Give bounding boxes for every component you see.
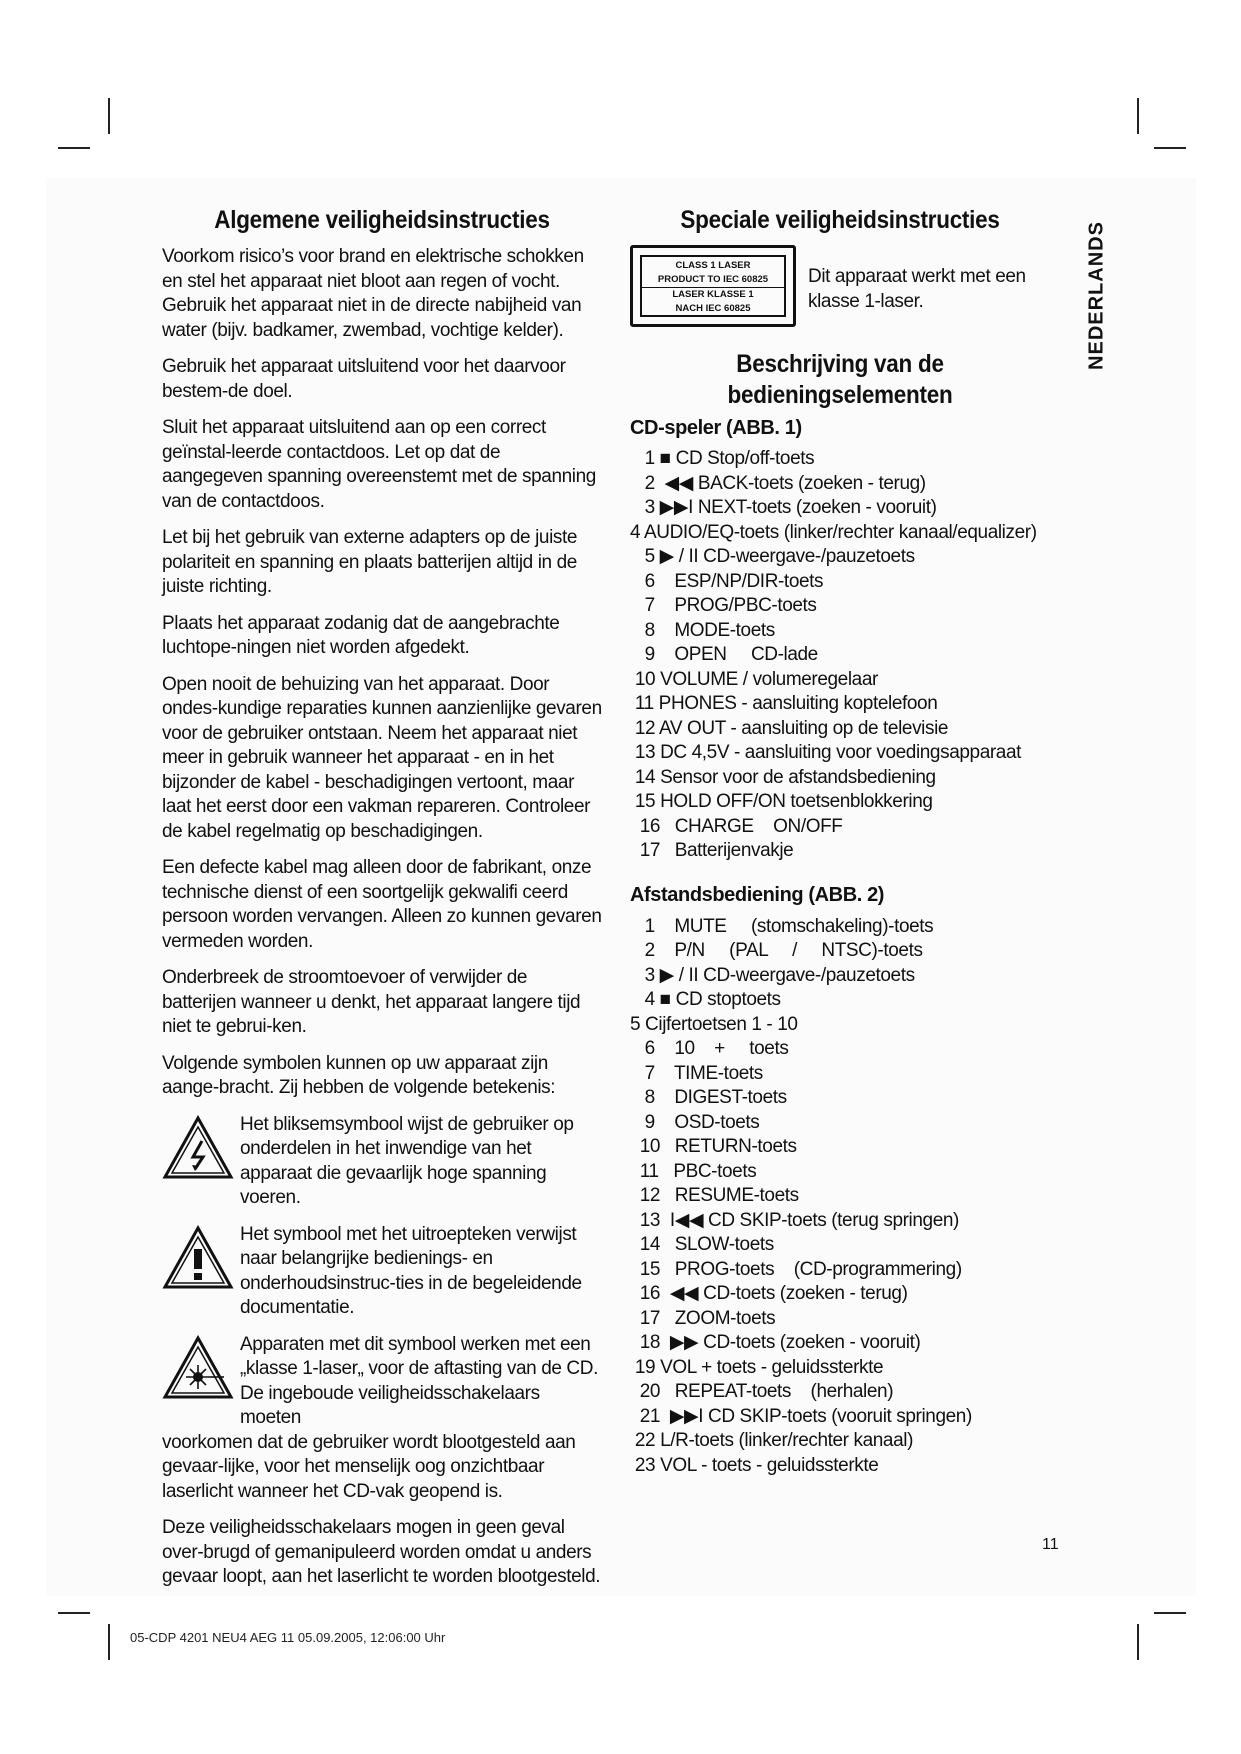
crop-mark xyxy=(1137,1624,1139,1660)
list-item: 10 RETURN-toets xyxy=(630,1136,797,1157)
list-item: 2 ◀◀ BACK-toets (zoeken - terug) xyxy=(630,472,926,494)
controls-title: Beschrijving van de xyxy=(736,350,944,378)
list-item: 5 Cijfertoetsen 1 - 10 xyxy=(630,1013,798,1035)
laser-label-line: NACH IEC 60825 xyxy=(675,303,751,314)
list-item: 7 TIME-toets xyxy=(630,1062,763,1084)
paragraph: Let bij het gebruik van externe adapters op de juiste polariteit en spanning en plaats batterijen altijd in de juiste richting. xyxy=(162,527,578,597)
list-item: 7 PROG/PBC-toets xyxy=(630,595,817,616)
paragraph: Sluit het apparaat uitsluitend aan op een correct geïnstal-leerde contactdoos. Let op dat de aangegeven spanning overeenstemt met de spanning van de contactdoos. xyxy=(162,417,596,512)
crop-mark xyxy=(1137,98,1139,134)
lightning-warning-icon xyxy=(162,1115,240,1186)
crop-mark xyxy=(1154,147,1186,149)
paragraph: Onderbreek de stroomtoevoer of verwijder de batterijen wanneer u denkt, het apparaat langere tijd niet te gebrui-ken. xyxy=(162,967,581,1037)
laser-warning-icon xyxy=(162,1335,240,1406)
remote-heading: Afstandsbediening (ABB. 2) xyxy=(630,883,885,906)
paragraph: voorkomen dat de gebruiker wordt blootgesteld aan gevaar-lijke, voor het menselijk oog onzichtbaar laserlicht wanneer het CD-vak geopend is. xyxy=(162,1431,576,1502)
symbol-text: Het bliksemsymbool wijst de gebruiker op onderdelen in het inwendige van het apparaat die gevaarlijk hoge spanning voeren. xyxy=(240,1113,574,1208)
language-label: NEDERLANDS xyxy=(1085,221,1108,370)
list-item: 11 PBC-toets xyxy=(630,1160,757,1182)
list-item: 3 ▶▶I NEXT-toets (zoeken - vooruit) xyxy=(630,497,937,518)
list-item: 1 ■ CD Stop/off-toets xyxy=(630,448,815,469)
language-tab xyxy=(1082,214,1112,384)
laser-class-label xyxy=(630,245,796,327)
list-item: 17 ZOOM-toets xyxy=(630,1307,776,1329)
list-item: 23 VOL - toets - geluidssterkte xyxy=(630,1454,879,1476)
general-safety-title: Algemene veiligheidsinstructies xyxy=(214,206,550,234)
list-item: 8 DIGEST-toets xyxy=(630,1087,787,1108)
crop-mark xyxy=(1154,1612,1186,1614)
list-item: 1 MUTE (stomschakeling)-toets xyxy=(630,915,934,937)
laser-label-line: CLASS 1 LASER xyxy=(675,260,751,271)
symbol-text: Het symbool met het uitroepteken verwijst naar belangrijke bedienings- en onderhoudsinstruc-ties in de begeleidende documentatie. xyxy=(240,1223,582,1318)
symbol-row-lightning xyxy=(162,1113,602,1211)
paragraph: Gebruik het apparaat uitsluitend voor het daarvoor bestem-de doel. xyxy=(162,356,566,402)
list-item: 6 10 + toets xyxy=(630,1038,789,1059)
list-item: 12 AV OUT - aansluiting op de televisie xyxy=(630,717,949,739)
paragraph: Een defecte kabel mag alleen door de fabrikant, onze technische dienst of een soortgelijk gekwalifi ceerd persoon worden vervangen. Alleen zo kunnen gevaren vermeden worden. xyxy=(162,857,602,952)
list-item: 15 HOLD OFF/ON toetsenblokkering xyxy=(630,791,933,812)
list-item: 6 ESP/NP/DIR-toets xyxy=(630,570,824,592)
list-item: 19 VOL + toets - geluidssterkte xyxy=(630,1356,884,1378)
print-footer: 05-CDP 4201 NEU4 AEG 11 05.09.2005, 12:06:00 Uhr xyxy=(130,1630,446,1645)
left-column xyxy=(162,206,602,1602)
paragraph: Plaats het apparaat zodanig dat de aangebrachte luchtope-ningen niet worden afgedekt. xyxy=(162,612,560,658)
laser-class-block xyxy=(630,245,1050,327)
crop-mark xyxy=(108,1624,110,1660)
list-item: 2 P/N (PAL / NTSC)-toets xyxy=(630,940,923,961)
list-item: 13 DC 4,5V - aansluiting voor voedingsapparaat xyxy=(630,742,1022,763)
paragraph: Open nooit de behuizing van het apparaat. Door ondes-kundige reparaties kunnen aanzienlijke gevaren voor de gebruiker ontstaan. Neem het apparaat niet meer in gebruik wanneer het apparaat - en in het bijzonder de kabel - beschadigingen vertoont, maar laat het eerst door een vakman repareren. Controleer de kabel regelmatig op beschadigingen. xyxy=(162,673,602,842)
exclamation-warning-icon xyxy=(162,1225,240,1296)
laser-label-line: PRODUCT TO IEC 60825 xyxy=(642,273,784,288)
cd-player-heading: CD-speler (ABB. 1) xyxy=(630,417,802,439)
list-item: 9 OSD-toets xyxy=(630,1111,760,1133)
list-item: 11 PHONES - aansluiting koptelefoon xyxy=(630,693,938,714)
list-item: 9 OPEN CD-lade xyxy=(630,644,818,665)
paragraph: Voorkom risico’s voor brand en elektrische schokken en stel het apparaat niet bloot aan regen of vocht. Gebruik het apparaat niet in de directe nabijheid van water (bijv. badkamer, zwembad, vochtige kelder). xyxy=(162,246,584,341)
list-item: 14 SLOW-toets xyxy=(630,1234,774,1255)
laser-label-line: LASER KLASSE 1 xyxy=(672,289,754,300)
cd-player-list xyxy=(630,447,1050,864)
symbol-text: Apparaten met dit symbool werken met een „klasse 1-laser„ voor de aftasting van de CD. De ingeboude veiligheidsschakelaars moeten xyxy=(240,1333,598,1428)
paragraph: Volgende symbolen kunnen op uw apparaat zijn aange-bracht. Zij hebben de volgende betekenis: xyxy=(162,1052,556,1098)
symbol-row-laser xyxy=(162,1333,602,1431)
list-item: 14 Sensor voor de afstandsbediening xyxy=(630,766,936,788)
right-column xyxy=(630,206,1050,1478)
list-item: 10 VOLUME / volumeregelaar xyxy=(630,668,878,690)
list-item: 4 AUDIO/EQ-toets (linker/rechter kanaal/equalizer) xyxy=(630,521,1037,543)
list-item: 15 PROG-toets (CD-programmering) xyxy=(630,1258,962,1280)
list-item: 20 REPEAT-toets (herhalen) xyxy=(630,1381,894,1402)
page-number: 11 xyxy=(1042,1536,1059,1553)
list-item: 12 RESUME-toets xyxy=(630,1185,799,1206)
list-item: 4 ■ CD stoptoets xyxy=(630,989,781,1010)
crop-mark xyxy=(58,147,90,149)
list-item: 17 Batterijenvakje xyxy=(630,840,794,861)
list-item: 18 ▶▶ CD-toets (zoeken - vooruit) xyxy=(630,1332,921,1353)
laser-description: Dit apparaat werkt met een klasse 1-laser. xyxy=(808,266,1026,312)
list-item: 5 ▶ / II CD-weergave-/pauzetoets xyxy=(630,546,915,567)
remote-list xyxy=(630,915,1050,1479)
list-item: 16 CHARGE ON/OFF xyxy=(630,815,843,837)
paragraph: Deze veiligheidsschakelaars mogen in geen geval over-brugd of gemanipuleerd worden omdat u anders gevaar loopt, aan het laserlicht te worden blootgesteld. xyxy=(162,1517,601,1587)
special-safety-title: Speciale veiligheidsinstructies xyxy=(680,206,1000,234)
list-item: 22 L/R-toets (linker/rechter kanaal) xyxy=(630,1430,913,1451)
list-item: 21 ▶▶I CD SKIP-toets (vooruit springen) xyxy=(630,1405,972,1427)
list-item: 8 MODE-toets xyxy=(630,619,775,641)
crop-mark xyxy=(58,1612,90,1614)
symbol-row-exclamation xyxy=(162,1223,602,1321)
controls-title: bedieningselementen xyxy=(727,381,953,409)
list-item: 3 ▶ / II CD-weergave-/pauzetoets xyxy=(630,964,915,986)
list-item: 13 I◀◀ CD SKIP-toets (terug springen) xyxy=(630,1209,959,1231)
crop-mark xyxy=(108,98,110,134)
list-item: 16 ◀◀ CD-toets (zoeken - terug) xyxy=(630,1283,908,1304)
